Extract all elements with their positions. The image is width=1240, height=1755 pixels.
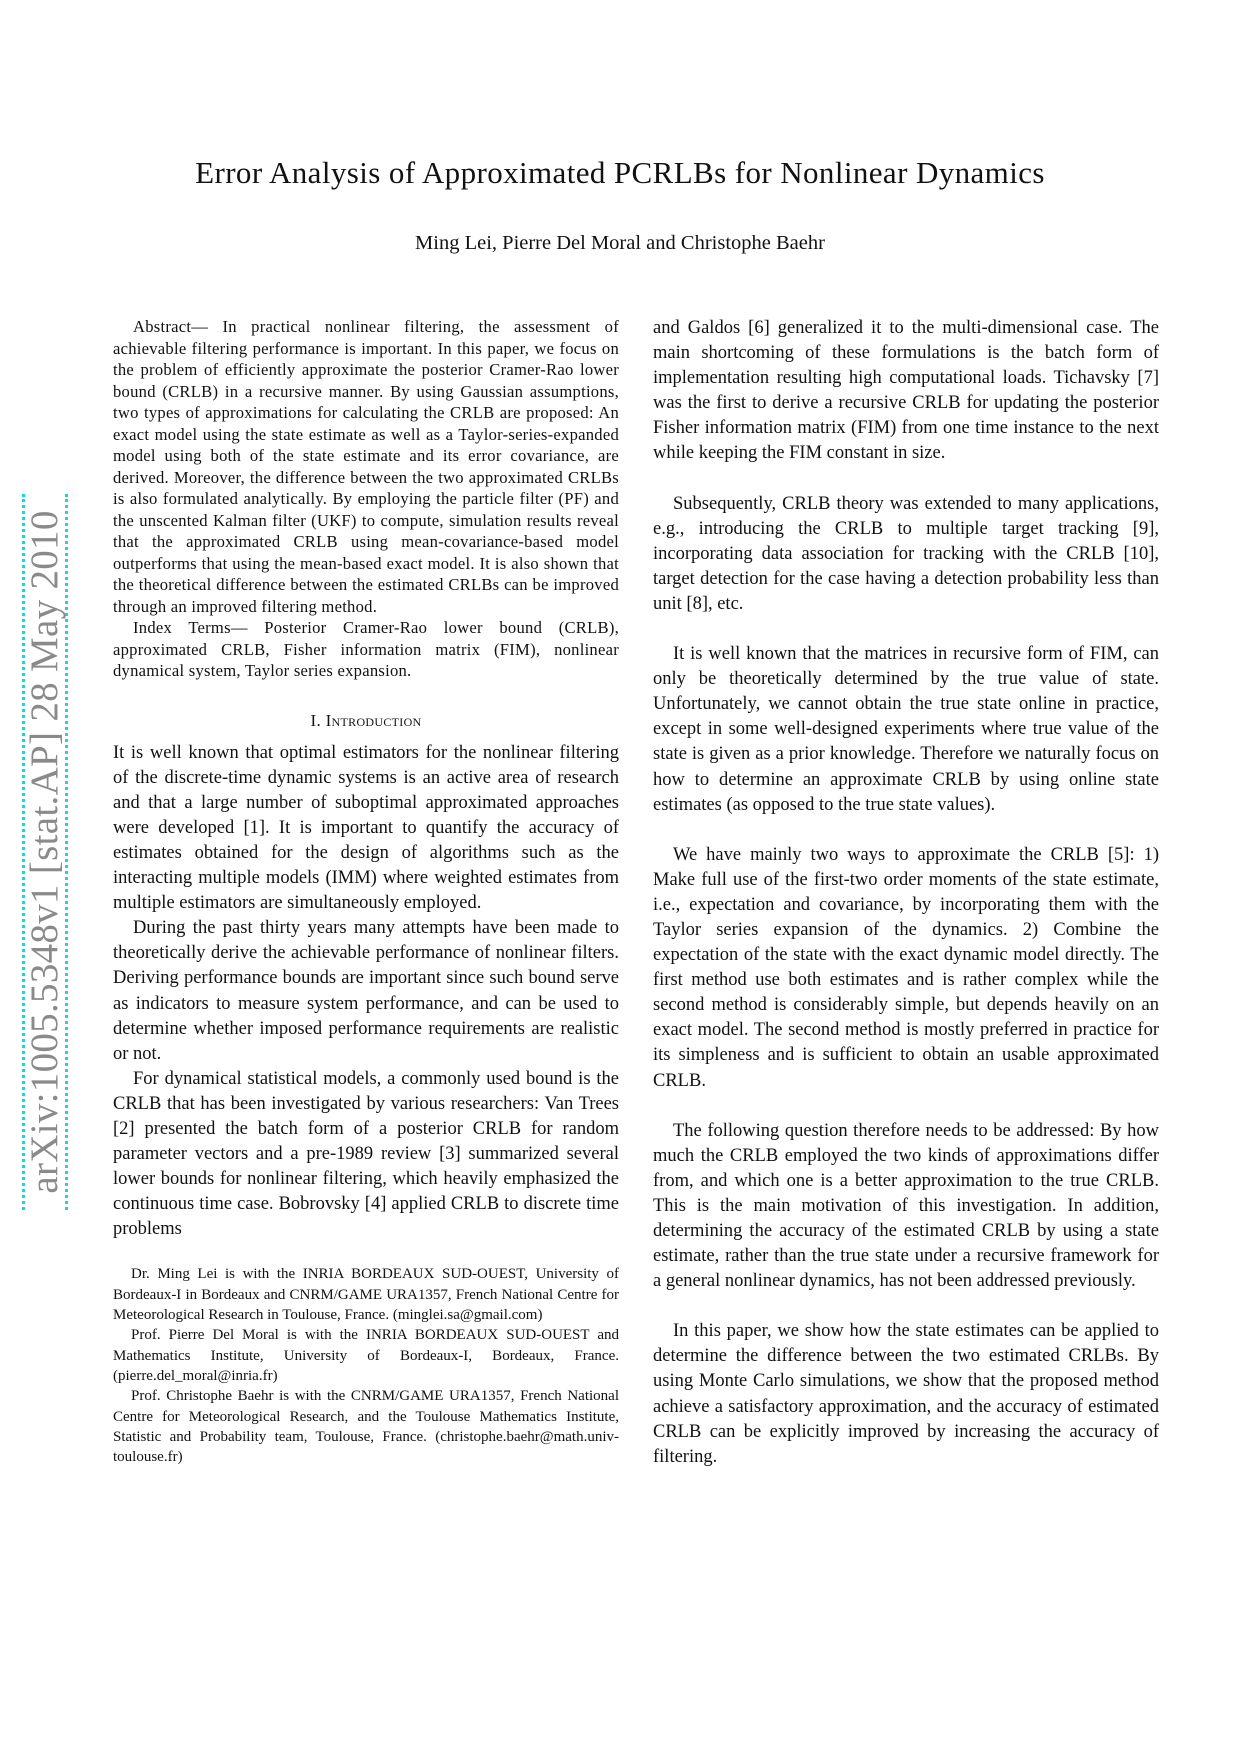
paragraph: and Galdos [6] generalized it to the multi-dimensional case. The main shortcoming of these formulations is the batch form of implementation resulting high computational loads. Tichavsky [7] was the first to derive a recursive CRLB for updating the posterior Fisher information matrix (FIM) from one time instance to the next while keeping the FIM constant in size. xyxy=(653,318,1159,464)
section-title: Introduction xyxy=(325,710,422,730)
footnote: Prof. Pierre Del Moral is with the INRIA BORDEAUX SUD-OUEST and Mathematics Institute, University of Bordeaux-I, Bordeaux, France. (pierre.del_moral@inria.fr) xyxy=(113,1327,619,1384)
index-terms-label: Index Terms xyxy=(133,618,231,637)
paragraph: It is well known that the matrices in recursive form of FIM, can only be theoretically determined by the true value of state. Unfortunately, we cannot obtain the true state online in practice, except in some well-designed experiments where true value of the state is given as a prior knowledge. Therefore we naturally focus on how to determine an approximate CRLB by using online state estimates (as opposed to the true state values). xyxy=(653,644,1159,815)
paragraph: It is well known that optimal estimators for the nonlinear filtering of the discrete-time dynamic systems is an active area of research and that a large number of suboptimal approximated approaches were developed [1]. It is important to quantify the accuracy of estimates obtained for the design of algorithms such as the interacting multiple models (IMM) where weighted estimates from multiple estimators are simultaneously employed. xyxy=(113,742,619,914)
paragraph: During the past thirty years many attempts have been made to theoretically derive the achievable performance of nonlinear filters. Deriving performance bounds are important since such bound serve as indicators to measure system performance, and can be used to determine whether imposed performance requirements are realistic or not. xyxy=(113,918,619,1064)
index-terms: Index Terms— Posterior Cramer-Rao lower bound (CRLB), approximated CRLB, Fisher information matrix (FIM), nonlinear dynamical system, Taylor series expansion. xyxy=(113,618,619,680)
section-heading-introduction xyxy=(113,708,619,733)
abstract-text: In practical nonlinear filtering, the assessment of achievable filtering performance is important. In this paper, we focus on the problem of efficiently approximate the posterior Cramer-Rao lower bound (CRLB) in a recursive manner. By using Gaussian assumptions, two types of approximations for calculating the CRLB are proposed: An exact model using the state estimate as well as a Taylor-series-expanded model using both of the state estimate and its error covariance, are derived. Moreover, the difference between the two approximated CRLBs is also formulated analytically. By employing the particle filter (PF) and the unscented Kalman filter (UKF) to compute, simulation results reveal that the approximated CRLB using mean-covariance-based model outperforms that using the mean-based exact model. It is also shown that the theoretical difference between the estimated CRLBs can be improved through an improved filtering method. xyxy=(113,317,619,616)
paragraph: For dynamical statistical models, a commonly used bound is the CRLB that has been investigated by various researchers: Van Trees [2] presented the batch form of a posterior CRLB for random parameter vectors and a pre-1989 review [3] summarized several lower bounds for nonlinear filtering, which heavily emphasized the continuous time case. Bobrovsky [4] applied CRLB to discrete time problems xyxy=(113,1068,619,1240)
abstract: Abstract— In practical nonlinear filtering, the assessment of achievable filtering performance is important. In this paper, we focus on the problem of efficiently approximate the posterior Cramer-Rao lower bound (CRLB) in a recursive manner. By using Gaussian assumptions, two types of approximations for calculating the CRLB are proposed: An exact model using the state estimate as well as a Taylor-series-expanded model using both of the state estimate and its error covariance, are derived. Moreover, the difference between the two approximated CRLBs is also formulated analytically. By employing the particle filter (PF) and the unscented Kalman filter (UKF) to compute, simulation results reveal that the approximated CRLB using mean-covariance-based model outperforms that using the mean-based exact model. It is also shown that the theoretical difference between the estimated CRLBs can be improved through an improved filtering method. xyxy=(113,317,619,616)
footnote: Dr. Ming Lei is with the INRIA BORDEAUX SUD-OUEST, University of Bordeaux-I in Bordeaux and CNRM/GAME URA1357, French National Centre for Meteorological Research in Toulouse, France. (minglei.sa@gmail.com) xyxy=(113,1266,619,1324)
paragraph: The following question therefore needs to be addressed: By how much the CRLB employed the two kinds of approximations differ from, and which one is a better approximation to the true CRLB. This is the main motivation of this investigation. In addition, determining the accuracy of the estimated CRLB by using a state estimate, rather than the true state under a recursive framework for a general nonlinear dynamics, has not been addressed previously. xyxy=(653,1120,1159,1292)
paragraph: We have mainly two ways to approximate the CRLB [5]: 1) Make full use of the first-two order moments of the state estimate, i.e., expectation and covariance, by incorporating them with the Taylor series expansion of the dynamics. 2) Combine the expectation of the state with the exact dynamic model directly. The first method use both estimates and is rather complex while the second method is considerably simple, but depends heavily on an exact model. The second method is mostly preferred in practice for its simpleness and is sufficient to obtain an usable approximated CRLB. xyxy=(653,844,1159,1091)
right-column xyxy=(653,316,1159,1495)
left-column xyxy=(113,316,619,1467)
abstract-block xyxy=(113,316,619,682)
paper-title: Error Analysis of Approximated PCRLBs for Nonlinear Dynamics xyxy=(195,155,1045,190)
paper-authors: Ming Lei, Pierre Del Moral and Christophe Baehr xyxy=(415,232,825,254)
footnote: Prof. Christophe Baehr is with the CNRM/GAME URA1357, French National Centre for Meteorological Research, and the Toulouse Mathematics Institute, Statistic and Probability team, Toulouse, France. (christophe.baehr@math.univ-toulouse.fr) xyxy=(113,1388,619,1466)
introduction-left-body xyxy=(113,741,619,1243)
index-terms-text: Posterior Cramer-Rao lower bound (CRLB), approximated CRLB, Fisher information matrix (FIM), nonlinear dynamical system, Taylor series expansion. xyxy=(113,618,619,680)
paragraph: Subsequently, CRLB theory was extended to many applications, e.g., introducing the CRLB to multiple target tracking [9], incorporating data association for tracking with the CRLB [10], target detection for the case having a detection probability less than unit [8], etc. xyxy=(653,493,1159,614)
section-number: I. xyxy=(310,710,322,730)
author-footnotes xyxy=(113,1264,619,1467)
paragraph: In this paper, we show how the state estimates can be applied to determine the difference between the two estimated CRLBs. By using Monte Carlo simulations, we show that the proposed method achieve a satisfactory approximation, and the accuracy of estimated CRLB can be explicitly improved by increasing the accuracy of filtering. xyxy=(653,1321,1159,1467)
arxiv-watermark: arXiv:1005.5348v1 [stat.AP] 28 May 2010 xyxy=(23,510,66,1194)
abstract-label: Abstract xyxy=(133,317,192,336)
